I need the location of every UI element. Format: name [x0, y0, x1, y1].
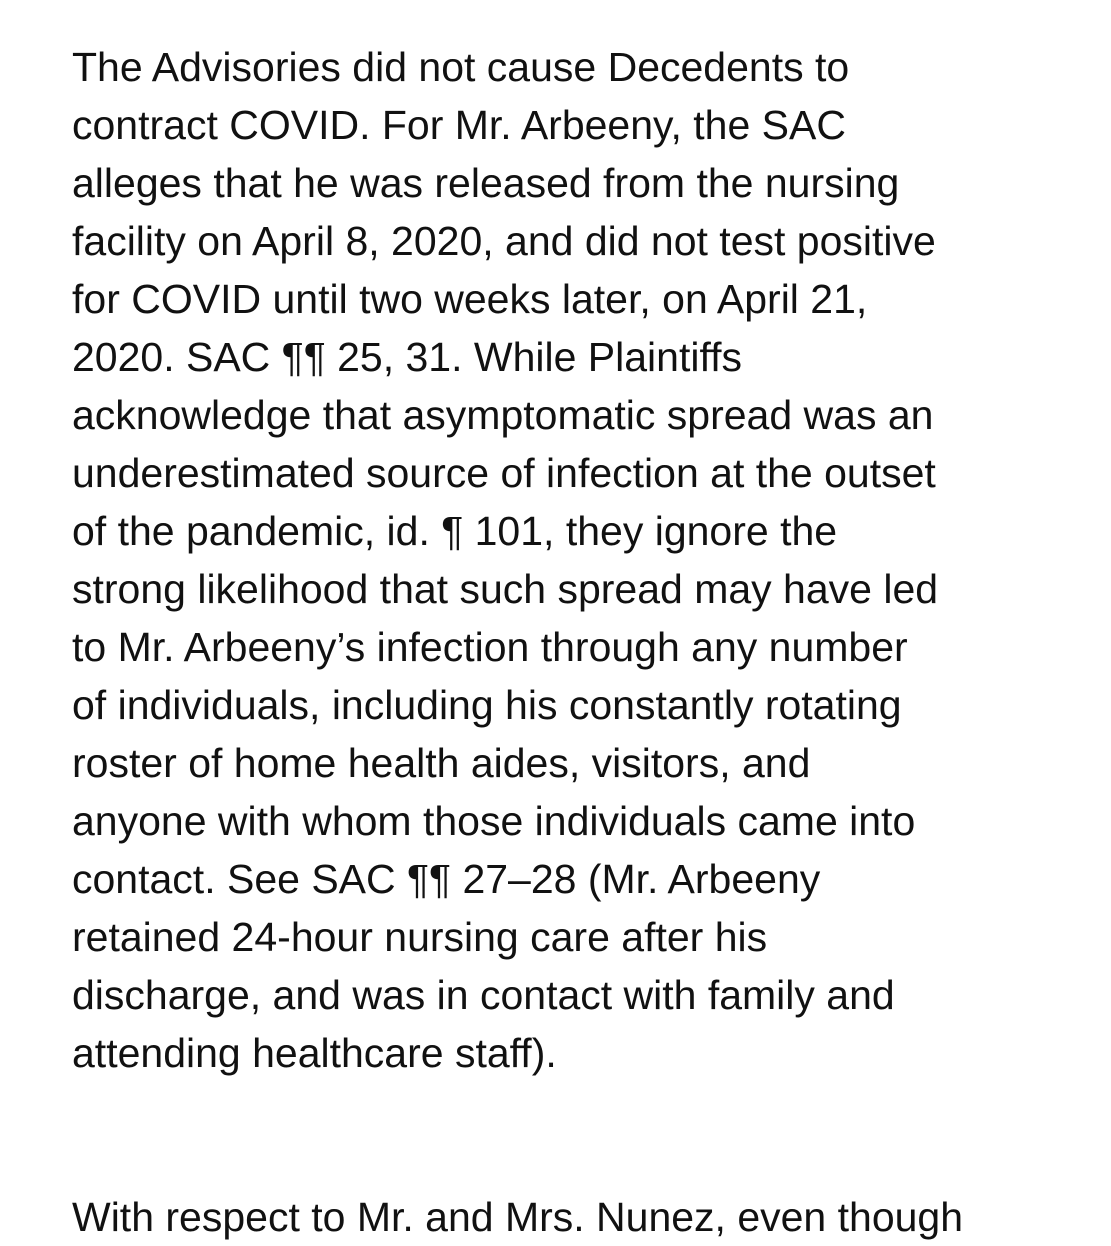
- paragraph-line: underestimated source of infection at the outset: [72, 450, 936, 496]
- paragraph-line: The Advisories did not cause Decedents to: [72, 44, 850, 90]
- body-paragraph: [72, 38, 938, 1082]
- paragraph-line: contact. See SAC ¶¶ 27–28 (Mr. Arbeeny: [72, 856, 821, 902]
- paragraph-line: roster of home health aides, visitors, and: [72, 740, 811, 786]
- paragraph-line: of individuals, including his constantly rotating: [72, 682, 902, 728]
- paragraph-line: anyone with whom those individuals came into: [72, 798, 916, 844]
- paragraph-line: acknowledge that asymptomatic spread was an: [72, 392, 934, 438]
- paragraph-line: to Mr. Arbeeny’s infection through any number: [72, 624, 908, 670]
- paragraph-line: of the pandemic, id. ¶ 101, they ignore the: [72, 508, 838, 554]
- paragraph-line: discharge, and was in contact with family and: [72, 972, 895, 1018]
- paragraph-line: for COVID until two weeks later, on April 21,: [72, 276, 868, 322]
- paragraph-line: contract COVID. For Mr. Arbeeny, the SAC: [72, 102, 846, 148]
- paragraph-line: retained 24-hour nursing care after his: [72, 914, 768, 960]
- paragraph-line: facility on April 8, 2020, and did not test positive: [72, 218, 936, 264]
- next-paragraph-cut-off-line: With respect to Mr. and Mrs. Nunez, even though: [72, 1194, 964, 1240]
- paragraph-line: attending healthcare staff).: [72, 1030, 557, 1076]
- paragraph-line: alleges that he was released from the nursing: [72, 160, 900, 206]
- paragraph-line: strong likelihood that such spread may have led: [72, 566, 939, 612]
- paragraph-line: 2020. SAC ¶¶ 25, 31. While Plaintiffs: [72, 334, 743, 380]
